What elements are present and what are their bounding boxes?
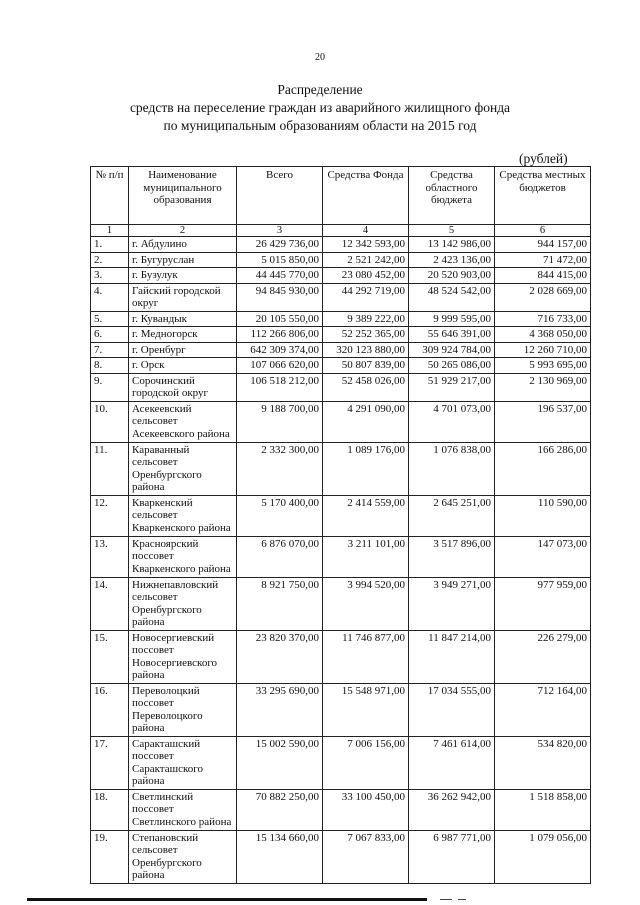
row-municipality: Красноярский поссовет Кваркенского района bbox=[129, 536, 237, 577]
table-row bbox=[91, 311, 591, 327]
row-municipality: Переволоцкий поссовет Переволоцкого района bbox=[129, 683, 237, 736]
row-total: 70 882 250,00 bbox=[237, 789, 323, 830]
row-regional-budget: 1 076 838,00 bbox=[409, 442, 495, 495]
row-local-budget: 944 157,00 bbox=[495, 237, 591, 253]
row-regional-budget: 50 265 086,00 bbox=[409, 358, 495, 374]
table-row bbox=[91, 830, 591, 883]
footer-dash bbox=[440, 899, 452, 900]
row-municipality: Сорочинский городской округ bbox=[129, 373, 237, 401]
row-local-budget: 977 959,00 bbox=[495, 577, 591, 630]
row-municipality: г. Абдулино bbox=[129, 237, 237, 253]
row-fund: 12 342 593,00 bbox=[323, 237, 409, 253]
row-total: 8 921 750,00 bbox=[237, 577, 323, 630]
table-header-row bbox=[91, 167, 591, 225]
table-row bbox=[91, 495, 591, 536]
row-fund: 320 123 880,00 bbox=[323, 342, 409, 358]
row-regional-budget: 2 423 136,00 bbox=[409, 252, 495, 268]
row-regional-budget: 55 646 391,00 bbox=[409, 327, 495, 343]
row-local-budget: 110 590,00 bbox=[495, 495, 591, 536]
table-row bbox=[91, 577, 591, 630]
row-local-budget: 2 130 969,00 bbox=[495, 373, 591, 401]
row-regional-budget: 48 524 542,00 bbox=[409, 283, 495, 311]
row-fund: 1 089 176,00 bbox=[323, 442, 409, 495]
row-regional-budget: 17 034 555,00 bbox=[409, 683, 495, 736]
row-index: 5. bbox=[91, 311, 129, 327]
row-fund: 4 291 090,00 bbox=[323, 401, 409, 442]
table-row bbox=[91, 252, 591, 268]
header-local: Средства местных бюджетов bbox=[495, 167, 591, 225]
row-regional-budget: 7 461 614,00 bbox=[409, 736, 495, 789]
footer-rule bbox=[27, 898, 427, 901]
row-local-budget: 1 079 056,00 bbox=[495, 830, 591, 883]
table-row bbox=[91, 373, 591, 401]
row-local-budget: 71 472,00 bbox=[495, 252, 591, 268]
row-fund: 2 414 559,00 bbox=[323, 495, 409, 536]
row-local-budget: 196 537,00 bbox=[495, 401, 591, 442]
row-total: 23 820 370,00 bbox=[237, 630, 323, 683]
row-fund: 52 458 026,00 bbox=[323, 373, 409, 401]
row-municipality: Новосергиевский поссовет Новосергиевского района bbox=[129, 630, 237, 683]
row-fund: 15 548 971,00 bbox=[323, 683, 409, 736]
row-index: 8. bbox=[91, 358, 129, 374]
table-row bbox=[91, 358, 591, 374]
table-row bbox=[91, 327, 591, 343]
row-municipality: г. Орск bbox=[129, 358, 237, 374]
row-local-budget: 534 820,00 bbox=[495, 736, 591, 789]
table-row bbox=[91, 442, 591, 495]
table-row bbox=[91, 789, 591, 830]
header-regional: Средства областного бюджета bbox=[409, 167, 495, 225]
table-row bbox=[91, 268, 591, 284]
row-index: 1. bbox=[91, 237, 129, 253]
row-municipality: Нижнепавловский сельсовет Оренбургского района bbox=[129, 577, 237, 630]
row-regional-budget: 2 645 251,00 bbox=[409, 495, 495, 536]
table-row bbox=[91, 683, 591, 736]
row-total: 6 876 070,00 bbox=[237, 536, 323, 577]
allocation-table bbox=[90, 166, 591, 884]
row-municipality: г. Медногорск bbox=[129, 327, 237, 343]
row-index: 15. bbox=[91, 630, 129, 683]
row-regional-budget: 51 929 217,00 bbox=[409, 373, 495, 401]
column-number: 3 bbox=[237, 225, 323, 237]
row-local-budget: 4 368 050,00 bbox=[495, 327, 591, 343]
column-number: 4 bbox=[323, 225, 409, 237]
row-index: 2. bbox=[91, 252, 129, 268]
row-index: 6. bbox=[91, 327, 129, 343]
row-municipality: Асекеевский сельсовет Асекеевского района bbox=[129, 401, 237, 442]
row-local-budget: 226 279,00 bbox=[495, 630, 591, 683]
header-name: Наименование муниципального образования bbox=[129, 167, 237, 225]
row-total: 15 134 660,00 bbox=[237, 830, 323, 883]
row-municipality: г. Бузулук bbox=[129, 268, 237, 284]
row-municipality: г. Бугуруслан bbox=[129, 252, 237, 268]
row-total: 26 429 736,00 bbox=[237, 237, 323, 253]
row-total: 5 170 400,00 bbox=[237, 495, 323, 536]
row-fund: 9 389 222,00 bbox=[323, 311, 409, 327]
table-row bbox=[91, 342, 591, 358]
row-local-budget: 716 733,00 bbox=[495, 311, 591, 327]
column-number: 1 bbox=[91, 225, 129, 237]
row-regional-budget: 3 949 271,00 bbox=[409, 577, 495, 630]
row-regional-budget: 4 701 073,00 bbox=[409, 401, 495, 442]
row-total: 94 845 930,00 bbox=[237, 283, 323, 311]
row-local-budget: 5 993 695,00 bbox=[495, 358, 591, 374]
row-fund: 50 807 839,00 bbox=[323, 358, 409, 374]
row-index: 12. bbox=[91, 495, 129, 536]
row-regional-budget: 13 142 986,00 bbox=[409, 237, 495, 253]
table-row bbox=[91, 630, 591, 683]
document-title: Распределение bbox=[277, 82, 363, 97]
row-regional-budget: 11 847 214,00 bbox=[409, 630, 495, 683]
table-row bbox=[91, 237, 591, 253]
row-local-budget: 712 164,00 bbox=[495, 683, 591, 736]
row-fund: 7 067 833,00 bbox=[323, 830, 409, 883]
row-local-budget: 2 028 669,00 bbox=[495, 283, 591, 311]
row-municipality: Степановский сельсовет Оренбургского района bbox=[129, 830, 237, 883]
row-fund: 23 080 452,00 bbox=[323, 268, 409, 284]
row-local-budget: 166 286,00 bbox=[495, 442, 591, 495]
row-total: 15 002 590,00 bbox=[237, 736, 323, 789]
row-fund: 44 292 719,00 bbox=[323, 283, 409, 311]
column-number: 6 bbox=[495, 225, 591, 237]
row-total: 9 188 700,00 bbox=[237, 401, 323, 442]
table-row bbox=[91, 401, 591, 442]
document-subtitle-line-1: средств на переселение граждан из аварийного жилищного фонда bbox=[129, 100, 511, 115]
row-municipality: Караванный сельсовет Оренбургского района bbox=[129, 442, 237, 495]
row-local-budget: 147 073,00 bbox=[495, 536, 591, 577]
row-regional-budget: 20 520 903,00 bbox=[409, 268, 495, 284]
row-index: 10. bbox=[91, 401, 129, 442]
column-number: 2 bbox=[129, 225, 237, 237]
currency-unit: (рублей) bbox=[519, 151, 568, 166]
table-row bbox=[91, 736, 591, 789]
row-index: 16. bbox=[91, 683, 129, 736]
column-number: 5 bbox=[409, 225, 495, 237]
header-total: Всего bbox=[237, 167, 323, 225]
document-subtitle-line-2: по муниципальным образованиям области на 2015 год bbox=[163, 118, 477, 133]
row-local-budget: 1 518 858,00 bbox=[495, 789, 591, 830]
row-total: 107 066 620,00 bbox=[237, 358, 323, 374]
row-total: 112 266 806,00 bbox=[237, 327, 323, 343]
row-fund: 3 211 101,00 bbox=[323, 536, 409, 577]
row-fund: 11 746 877,00 bbox=[323, 630, 409, 683]
row-index: 18. bbox=[91, 789, 129, 830]
footer-dash bbox=[458, 899, 466, 900]
row-total: 33 295 690,00 bbox=[237, 683, 323, 736]
row-index: 11. bbox=[91, 442, 129, 495]
row-local-budget: 12 260 710,00 bbox=[495, 342, 591, 358]
row-municipality: г. Кувандык bbox=[129, 311, 237, 327]
row-total: 2 332 300,00 bbox=[237, 442, 323, 495]
row-index: 9. bbox=[91, 373, 129, 401]
row-fund: 2 521 242,00 bbox=[323, 252, 409, 268]
column-number-row bbox=[91, 225, 591, 237]
table-row bbox=[91, 536, 591, 577]
table-row bbox=[91, 283, 591, 311]
row-index: 19. bbox=[91, 830, 129, 883]
row-total: 642 309 374,00 bbox=[237, 342, 323, 358]
row-total: 106 518 212,00 bbox=[237, 373, 323, 401]
row-regional-budget: 9 999 595,00 bbox=[409, 311, 495, 327]
row-municipality: Гайский городской округ bbox=[129, 283, 237, 311]
header-fund: Средства Фонда bbox=[323, 167, 409, 225]
row-municipality: Саракташский поссовет Саракташского района bbox=[129, 736, 237, 789]
row-index: 4. bbox=[91, 283, 129, 311]
row-index: 3. bbox=[91, 268, 129, 284]
row-municipality: г. Оренбург bbox=[129, 342, 237, 358]
row-index: 13. bbox=[91, 536, 129, 577]
row-regional-budget: 36 262 942,00 bbox=[409, 789, 495, 830]
row-fund: 52 252 365,00 bbox=[323, 327, 409, 343]
row-municipality: Кваркенский сельсовет Кваркенского района bbox=[129, 495, 237, 536]
row-fund: 3 994 520,00 bbox=[323, 577, 409, 630]
row-municipality: Светлинский поссовет Светлинского района bbox=[129, 789, 237, 830]
header-index: № п/п bbox=[91, 167, 129, 225]
page-number: 20 bbox=[315, 52, 325, 63]
row-total: 44 445 770,00 bbox=[237, 268, 323, 284]
row-index: 7. bbox=[91, 342, 129, 358]
row-regional-budget: 3 517 896,00 bbox=[409, 536, 495, 577]
row-local-budget: 844 415,00 bbox=[495, 268, 591, 284]
row-total: 5 015 850,00 bbox=[237, 252, 323, 268]
row-index: 17. bbox=[91, 736, 129, 789]
row-fund: 33 100 450,00 bbox=[323, 789, 409, 830]
row-regional-budget: 6 987 771,00 bbox=[409, 830, 495, 883]
row-fund: 7 006 156,00 bbox=[323, 736, 409, 789]
row-regional-budget: 309 924 784,00 bbox=[409, 342, 495, 358]
row-total: 20 105 550,00 bbox=[237, 311, 323, 327]
row-index: 14. bbox=[91, 577, 129, 630]
